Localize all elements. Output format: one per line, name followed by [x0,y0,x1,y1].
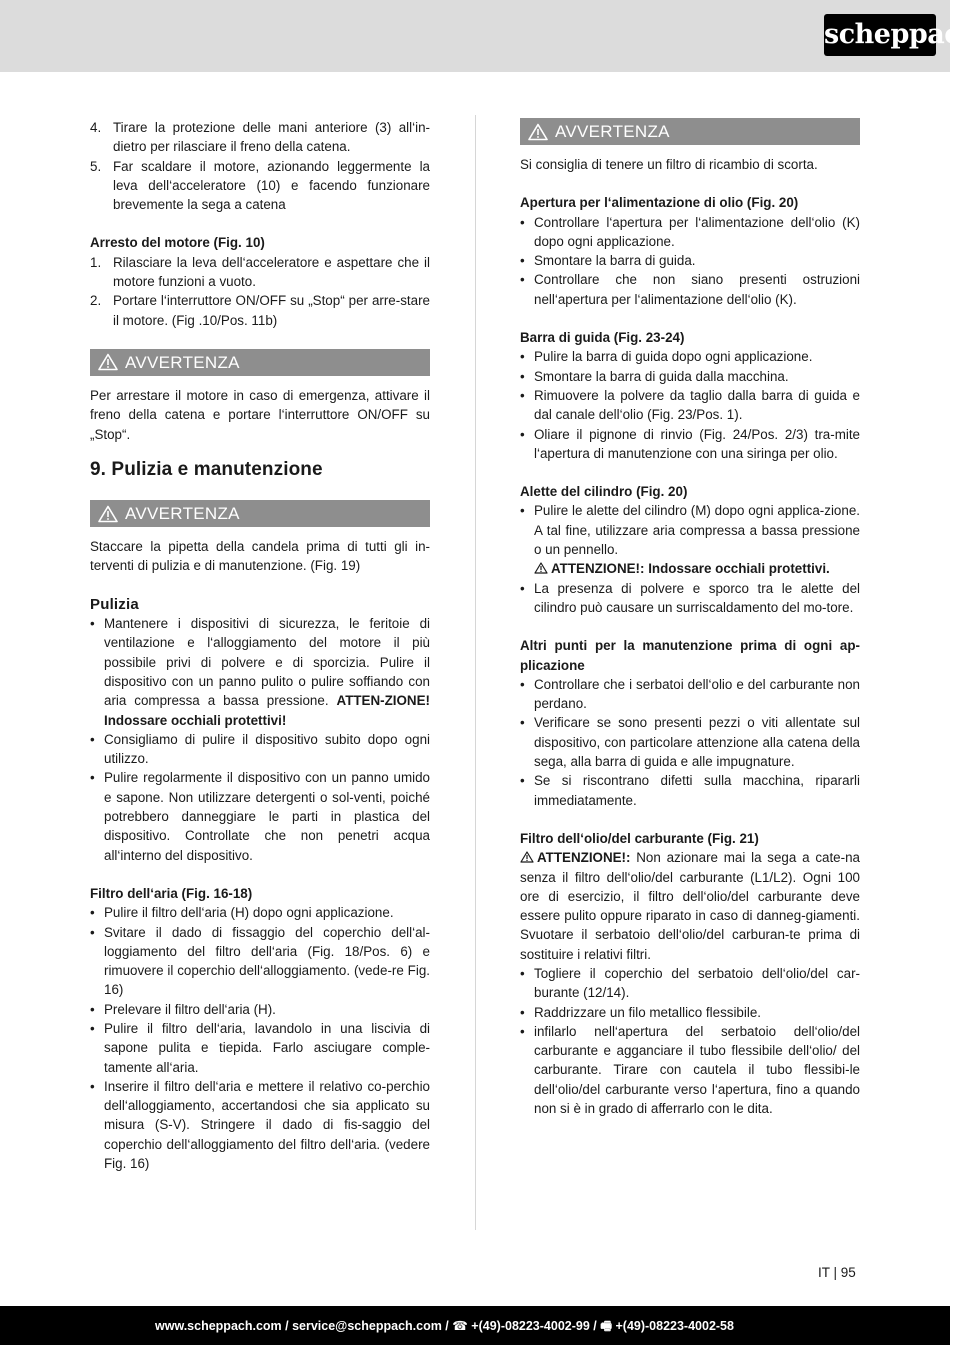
header-band [0,0,979,72]
list-item: 2. Portare l‘interruttore ON/OFF su „Stop“ per arre-stare il motore. (Fig .10/Pos. 11b) [90,293,430,328]
list-item: • Pulire la barra di guida dopo ogni applicazione. [520,349,813,365]
column-divider [475,115,476,1230]
list-item: • Smontare la barra di guida. [520,253,696,269]
list-item: • Smontare la barra di guida dalla macchina. [520,368,789,384]
warning-bar [520,118,860,145]
brand-logo: scheppach [824,14,936,56]
list-item: • Svitare il dado di fissaggio del coperchio dell‘al-loggiamento del filtro dell‘aria (Fig. 18/Pos. 6) e rimuovere il coperchio dell‘alloggiamento. (vede-re Fig. 16) [90,924,430,998]
air-filter-list [90,903,430,1173]
filter-list [520,964,860,1118]
list-item: • Controllare che i serbatoi dell‘olio e del carburante non perdano. [520,676,860,712]
cleaning-title: Pulizia [90,595,139,613]
start-steps-list [90,118,430,214]
list-item: • Inserire il filtro dell‘aria e mettere il relativo co-perchio dell‘alloggiamento, accertandosi che sia applicato su misura (S-V). Stringere il dado di fis-saggio del coperchio dell‘alloggiamento del filtro dell‘aria. (vedere Fig. 16) [90,1078,430,1172]
other-maintenance-heading: Altri punti per la manutenzione prima di ogni ap-plicazione [520,638,860,673]
oil-opening-heading: Apertura per l‘alimentazione di olio (Fig. 20) [520,195,799,211]
list-item: • Controllare che non siano presenti ostruzioni nell‘apertura per l‘alimentazione dell‘olio (K). [520,272,860,307]
list-item: 1. Rilasciare la leva dell‘acceleratore e aspettare che il motore funzioni a vuoto. [90,254,430,290]
list-item: • Pulire regolarmente il dispositivo con un panno umido e sapone. Non utilizzare detergenti o sol-venti, poiché potrebbero danneggiare le parti in plastica del dispositivo. Controllate che non penetri acqua all‘interno del dispositivo. [90,770,430,863]
warning-triangle-icon [534,562,548,574]
list-item: • Raddrizzare un filo metallico flessibile. [520,1004,761,1020]
warning-label: AVVERTENZA [125,504,240,524]
oil-opening-list [520,213,860,309]
warning-text: Staccare la pipetta della candela prima di tutti gli in-terventi di pulizia e di manutenzione. (Fig. 19) [90,539,430,574]
footer-contact: www.scheppach.com / service@scheppach.com / ☎ +(49)-08223-4002-99 / 🖷 +(49)-08223-4002-58 [155,1319,734,1333]
guide-bar-list [520,347,860,463]
list-item: • Consigliamo di pulire il dispositivo subito dopo ogni utilizzo. [90,731,430,767]
footer-band [0,1306,950,1345]
list-item: • Se si riscontrano difetti sulla macchina, ripararli immediatamente. [520,773,860,808]
list-item: • Verificare se sono presenti pezzi o viti allentate sul dispositivo, con particolare attenzione alla catena della sega, alla barra di guida e alle impugnature. [520,715,860,770]
warning-bar [90,349,430,376]
warning-triangle-icon [520,851,534,863]
list-item: 4. Tirare la protezione delle mani anteriore (3) all‘in-dietro per rilasciare il freno della catena. [90,120,430,155]
air-filter-heading: Filtro dell‘aria (Fig. 16-18) [90,885,253,901]
filter-heading: Filtro dell‘olio/del carburante (Fig. 21) [520,830,759,846]
other-maintenance-list [520,675,860,810]
fins-warning: ATTENZIONE!: Indossare occhiali protettivi. [534,561,830,576]
fins-list [520,501,860,617]
warning-triangle-icon [98,353,118,371]
stop-heading: Arresto del motore (Fig. 10) [90,235,265,251]
left-column [90,118,430,1173]
list-item: • Pulire il filtro dell‘aria (H) dopo ogni applicazione. [90,905,394,921]
list-item: 5. Far scaldare il motore, azionando leggermente la leva dell‘acceleratore (10) e facendo funzionare brevemente la sega a catena [90,158,430,213]
warning-triangle-icon [528,123,548,141]
list-item: • Pulire le alette del cilindro (M) dopo ogni applica-zione. A tal fine, utilizzare aria compressa a bassa pressione o un pennello. ATTENZIONE!: Indossare occhiali protettivi. [520,503,860,577]
list-item: • infilarlo nell‘apertura del serbatoio dell‘olio/del carburante e agganciare il tubo flessibile dell‘olio/ del carburante. Tirare con cautela il tubo flessibi-le dell‘olio/del carburante verso l‘apertura, fino a quando non si è in grado di afferrarlo con le dita. [520,1023,860,1117]
section-title: 9. Pulizia e manutenzione [90,458,323,480]
list-item: • Oliare il pignone di rinvio (Fig. 24/Pos. 2/3) tra-mite l‘apertura di manutenzione con una siringa per olio. [520,426,860,461]
list-item: • Togliere il coperchio del serbatoio dell‘olio/del car-burante (12/14). [520,965,860,1001]
list-item: • La presenza di polvere e sporco tra le alette del cilindro può causare un surriscaldamento del mo-tore. [520,580,860,615]
warning-label: AVVERTENZA [125,352,240,372]
guide-bar-heading: Barra di guida (Fig. 23-24) [520,330,685,346]
warning-text: Per arrestare il motore in caso di emergenza, attivare il freno della catena e portare l‘interruttore ON/OFF su „Stop“. [90,387,430,442]
warning-bar [90,500,430,527]
list-item: • Controllare l‘apertura per l‘alimentazione dell‘olio (K) dopo ogni applicazione. [520,214,860,249]
warning-text: Si consiglia di tenere un filtro di ricambio di scorta. [520,157,818,172]
list-item: • Rimuovere la polvere da taglio dalla barra di guida e dal canale dell‘olio (Fig. 23/Pos. 1). [520,387,860,423]
fins-heading: Alette del cilindro (Fig. 20) [520,484,688,500]
list-item: • Pulire il filtro dell‘aria, lavandolo in una liscivia di sapone pulita e tiepida. Farlo asciugare comple-tamente all‘aria. [90,1020,430,1075]
list-item: • Mantenere i dispositivi di sicurezza, le feritoie di ventilazione e l‘alloggiamento del motore il più possibile privi di polvere e di sporcizia. Pulire il dispositivo con un panno pulito o pulire soffiando con aria compressa a bassa pressione. ATTEN-ZIONE! Indossare occhiali protettivi! [90,616,430,728]
page-number: IT | 95 [818,1265,856,1280]
warning-label: AVVERTENZA [555,122,670,141]
right-column [520,118,860,1118]
filter-warning: ATTENZIONE!: Non azionare mai la sega a cate-na senza il filtro dell‘olio/del carburante (L1/L2). Ogni 100 ore di esercizio, il filtro dell‘olio/del carburante deve essere pulito oppure riparato in caso di danneg-giamenti. Svuotare il serbatoio dell‘olio/del carburan-te prima di sostituire i relativi filtri. [520,850,860,962]
stop-steps-list [90,253,430,330]
list-item: • Prelevare il filtro dell‘aria (H). [90,1001,276,1017]
cleaning-list [90,614,430,865]
warning-triangle-icon [98,505,118,523]
